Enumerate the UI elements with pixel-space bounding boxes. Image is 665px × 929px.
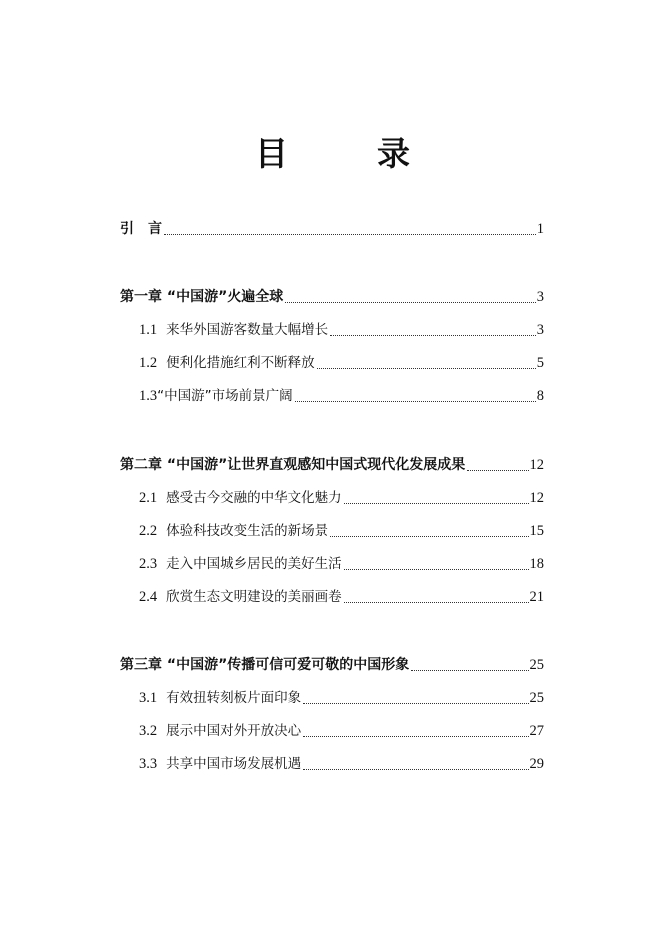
toc-entry-chapter-1[interactable] bbox=[120, 286, 544, 308]
toc-entry-label: 展示中国对外开放决心 bbox=[166, 723, 302, 739]
toc-page-number: 12 bbox=[529, 457, 544, 473]
dot-leader bbox=[285, 301, 535, 303]
toc-entry-chapter-3[interactable] bbox=[120, 654, 544, 676]
toc-entry-section-3-3[interactable] bbox=[139, 753, 544, 775]
section-number: 3.1 bbox=[139, 690, 158, 706]
toc-page-number: 15 bbox=[529, 523, 544, 539]
toc-entry-section-3-1[interactable] bbox=[139, 687, 544, 709]
dot-leader bbox=[303, 768, 528, 770]
toc-entry-chapter-2[interactable] bbox=[120, 454, 544, 476]
dot-leader bbox=[467, 469, 528, 471]
section-number: 2.4 bbox=[139, 589, 158, 605]
section-number: 1.1 bbox=[139, 322, 158, 338]
section-number: 3.3 bbox=[139, 756, 158, 772]
toc-entry-section-1-3[interactable] bbox=[139, 385, 544, 407]
toc-page-number: 3 bbox=[536, 289, 544, 305]
toc-page-number: 18 bbox=[529, 556, 544, 572]
toc-page-number: 25 bbox=[529, 657, 544, 673]
section-number: 3.2 bbox=[139, 723, 158, 739]
dot-leader bbox=[330, 535, 528, 537]
section-number: 2.2 bbox=[139, 523, 158, 539]
dot-leader bbox=[411, 669, 528, 671]
toc-entry-label: 欣赏生态文明建设的美丽画卷 bbox=[166, 589, 342, 605]
dot-leader bbox=[344, 502, 529, 504]
section-number: 2.1 bbox=[139, 490, 158, 506]
toc-page-number: 3 bbox=[536, 322, 544, 338]
toc-page-number: 25 bbox=[529, 690, 544, 706]
toc-entry-label: 来华外国游客数量大幅增长 bbox=[166, 322, 329, 338]
toc-page-number: 29 bbox=[529, 756, 544, 772]
toc-entry-label: 第二章 “中国游”让世界直观感知中国式现代化发展成果 bbox=[120, 457, 466, 473]
toc-page-number: 12 bbox=[529, 490, 544, 506]
toc-entry-section-2-4[interactable] bbox=[139, 586, 544, 608]
toc-entry-label: 引 言 bbox=[120, 221, 162, 237]
toc-page-number: 21 bbox=[529, 589, 544, 605]
dot-leader bbox=[344, 568, 529, 570]
toc-entry-label: 第一章 “中国游”火遍全球 bbox=[120, 289, 284, 305]
toc-entry-label: “中国游”市场前景广阔 bbox=[157, 388, 293, 404]
section-number: 1.3 bbox=[139, 388, 158, 404]
toc-entry-section-1-2[interactable] bbox=[139, 352, 544, 374]
dot-leader bbox=[330, 334, 536, 336]
dot-leader bbox=[164, 233, 536, 235]
toc-entry-section-2-2[interactable] bbox=[139, 520, 544, 542]
toc-entry-label: 第三章 “中国游”传播可信可爱可敬的中国形象 bbox=[120, 657, 410, 673]
dot-leader bbox=[303, 735, 528, 737]
toc-entry-label: 体验科技改变生活的新场景 bbox=[166, 523, 329, 539]
toc-entry-label: 感受古今交融的中华文化魅力 bbox=[166, 490, 342, 506]
toc-entry-label: 共享中国市场发展机遇 bbox=[166, 756, 302, 772]
dot-leader bbox=[295, 400, 536, 402]
toc-page-number: 1 bbox=[536, 221, 544, 237]
toc-entry-section-2-3[interactable] bbox=[139, 553, 544, 575]
dot-leader bbox=[344, 601, 529, 603]
section-number: 1.2 bbox=[139, 355, 158, 371]
section-number: 2.3 bbox=[139, 556, 158, 572]
dot-leader bbox=[303, 702, 528, 704]
toc-page-number: 27 bbox=[529, 723, 544, 739]
toc-entry-section-3-2[interactable] bbox=[139, 720, 544, 742]
toc-page-number: 5 bbox=[536, 355, 544, 371]
page-title: 目 录 bbox=[255, 134, 438, 173]
toc-entry-section-1-1[interactable] bbox=[139, 319, 544, 341]
toc-entry-section-2-1[interactable] bbox=[139, 487, 544, 509]
toc-entry-intro[interactable] bbox=[120, 218, 544, 240]
toc-entry-label: 有效扭转刻板片面印象 bbox=[166, 690, 302, 706]
toc-entry-label: 走入中国城乡居民的美好生活 bbox=[166, 556, 342, 572]
toc-entry-label: 便利化措施红利不断释放 bbox=[166, 355, 315, 371]
dot-leader bbox=[317, 367, 536, 369]
toc-page-number: 8 bbox=[536, 388, 544, 404]
